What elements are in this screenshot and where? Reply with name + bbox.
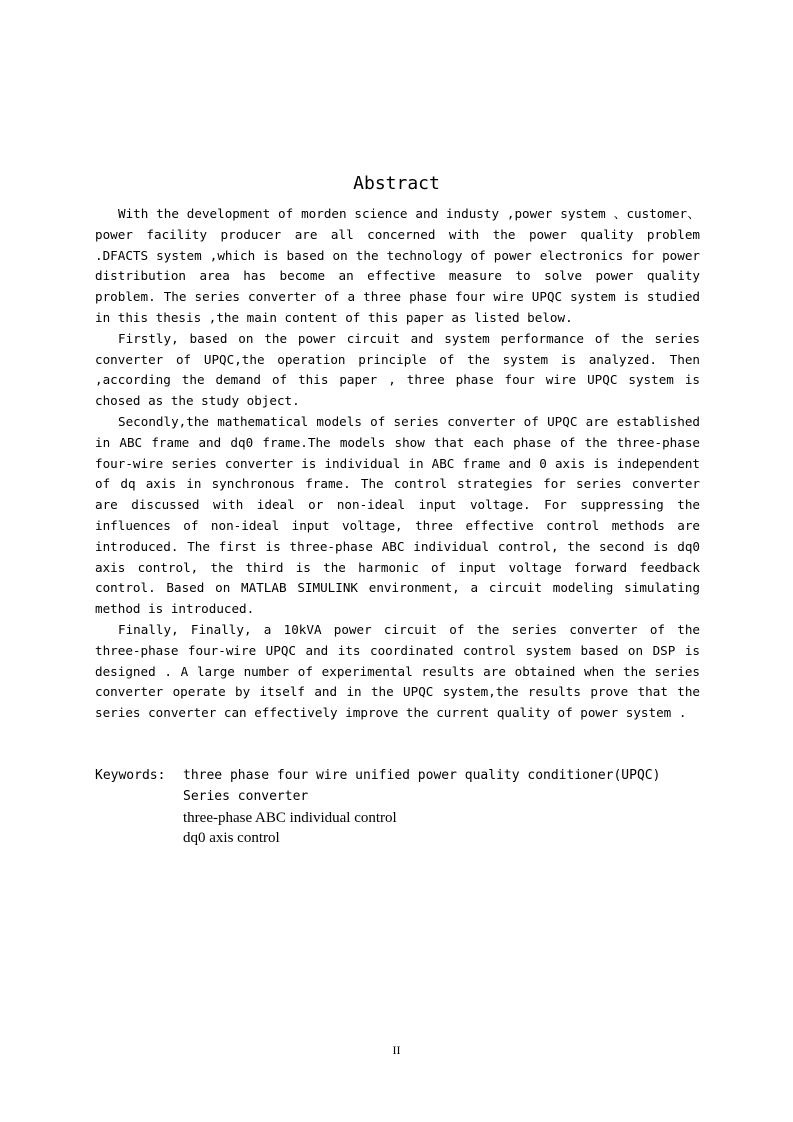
keyword-item: three-phase ABC individual control <box>183 809 397 826</box>
keywords-label: Keywords: <box>95 768 166 783</box>
keywords-section <box>95 766 715 849</box>
abstract-paragraph-3: Secondly,the mathematical models of series converter of UPQC are established in ABC frame and dq0 frame.The models show that each phase of the three-phase four-wire series converter is individual in ABC frame and 0 axis is independent of dq axis in synchronous frame. The control strategies for series converter are discussed with ideal or non-ideal input voltage. For suppressing the influences of non-ideal input voltage, three effective control methods are introduced. The first is three-phase ABC individual control, the second is dq0 axis control, the third is the harmonic of input voltage forward feedback control. Based on MATLAB SIMULINK environment, a circuit modeling simulating method is introduced. <box>95 413 700 617</box>
abstract-paragraph-4: Finally, Finally, a 10kVA power circuit of the series converter of the three-phase four-wire UPQC and its coordinated control system based on DSP is designed . A large number of experimental results are obtained when the series converter operate by itself and in the UPQC system,the results prove that the series converter can effectively improve the current quality of power system . <box>95 621 700 721</box>
page-number: II <box>392 1043 401 1057</box>
keywords-list <box>183 766 715 849</box>
abstract-title: Abstract <box>353 173 440 194</box>
abstract-paragraph-1: With the development of morden science and industy ,power system 、customer、power facility producer are all concerned with the power quality problem .DFACTS system ,which is based on the technology of power electronics for power distribution area has become an effective measure to solve power quality problem. The series converter of a three phase four wire UPQC system is studied in this thesis ,the main content of this paper as listed below. <box>95 206 700 325</box>
abstract-body <box>95 204 700 724</box>
keyword-item: Series converter <box>183 788 309 804</box>
abstract-paragraph-2: Firstly, based on the power circuit and system performance of the series converter of UPQC,the operation principle of the system is analyzed. Then ,according the demand of this paper , three phase four wire UPQC system is chosed as the study object. <box>95 330 700 409</box>
keyword-item: three phase four wire unified power quality conditioner(UPQC) <box>183 768 661 783</box>
keyword-item: dq0 axis control <box>183 830 280 847</box>
